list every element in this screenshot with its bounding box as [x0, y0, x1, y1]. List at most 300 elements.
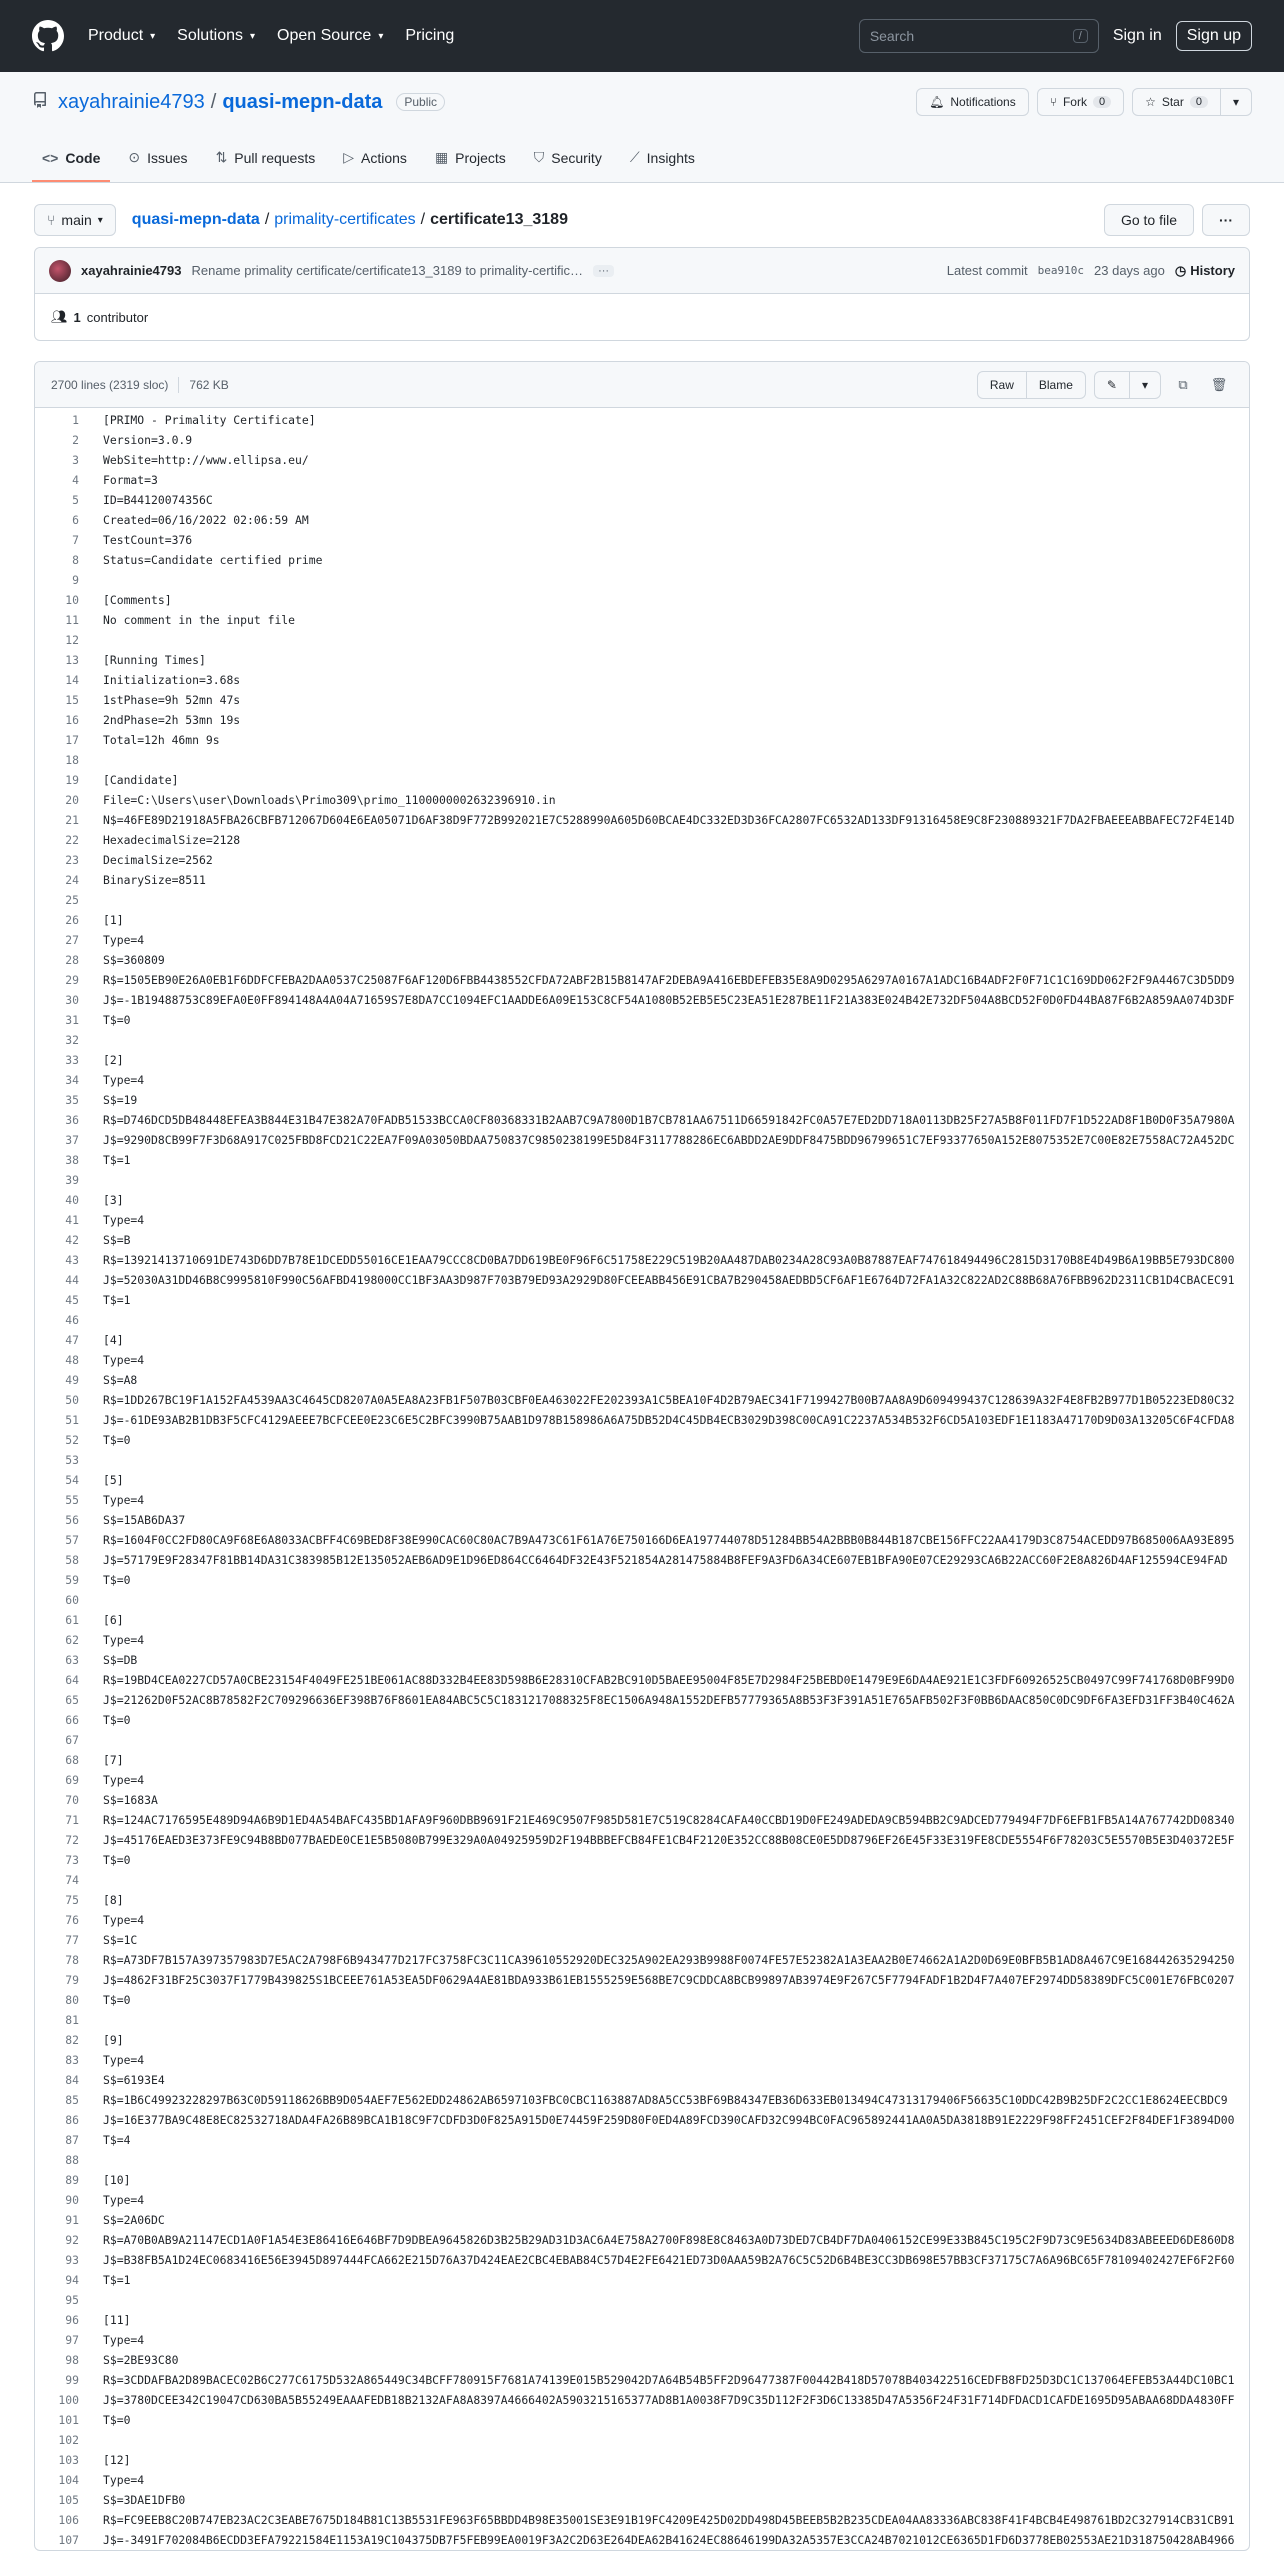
- line-text: J$=-3491F702084B6ECDD3EFA79221584E1153A19C104375DB7F5FEB99EA0019F3A2C2D63E264DEA62B41624EC88646199DA32A5357E3CCA24B7021012CE6365D1FD6D3778EB02553AE21D318750428AB4966: [103, 2533, 1235, 2547]
- line-text: J$=-1B19488753C89EFA0E0FF894148A4A04A71659S7E8DA7CC1094EFC1AADDE6A09E153C8CF54A1080B52EB5E5C23EA51E287BE11F21A383E024B42E732DF504A8BCD52F0D0FD44BA87F6B2A859AA074D3DF: [103, 993, 1235, 1007]
- code-line: [35, 650, 1249, 670]
- line-number[interactable]: 42: [65, 1233, 79, 1247]
- repo-header: [0, 72, 1284, 183]
- line-text: S$=B: [103, 1233, 131, 1247]
- breadcrumb-repo-link[interactable]: quasi-mepn-data: [131, 211, 260, 228]
- code-line: [35, 1590, 1249, 1610]
- nav-open-source[interactable]: [277, 27, 383, 45]
- code-line: [35, 2050, 1249, 2070]
- code-line: [35, 2130, 1249, 2150]
- line-text: R$=13921413710691DE743D6DD7B78E1DCEDD55016CE1EAA79CCC8CD0BA7DD619BE0F96F6C51758E229C519B20AA487DAB0234A28C93A0B87887EAF747618494496C2815D3170B8E4D49B6A19BB5E793DC800: [103, 1253, 1235, 1267]
- line-text: [12]: [103, 2453, 131, 2467]
- line-number[interactable]: 63: [65, 1653, 79, 1667]
- line-number[interactable]: 30: [65, 993, 79, 1007]
- line-text: J$=57179E9F28347F81BB14DA31C383985B12E135052AEB6AD9E1D96ED864CC6464DF32E43F521854A281475884B8FEF9A3FD6A34CE607EB1BFA90E07CE29293CA6B22ACC60F2E8A826D4AF125594CE94FAD: [103, 1553, 1228, 1567]
- line-text: T$=1: [103, 1153, 131, 1167]
- line-number[interactable]: 35: [65, 1093, 79, 1107]
- line-text: 1stPhase=9h 52mn 47s: [103, 693, 241, 707]
- code-line: [35, 1450, 1249, 1470]
- line-number[interactable]: 99: [65, 2373, 79, 2387]
- code-line: [35, 1150, 1249, 1170]
- line-number[interactable]: 48: [65, 1353, 79, 1367]
- line-number[interactable]: 22: [65, 833, 79, 847]
- line-number[interactable]: 84: [65, 2073, 79, 2087]
- code-line: [35, 1630, 1249, 1650]
- code-line: [35, 670, 1249, 690]
- line-text: Type=4: [103, 1073, 145, 1087]
- nav-product[interactable]: [88, 27, 155, 45]
- line-number[interactable]: 33: [65, 1053, 79, 1067]
- commit-info-box: [34, 247, 1250, 341]
- line-number[interactable]: 2: [72, 433, 79, 447]
- line-number[interactable]: 92: [65, 2233, 79, 2247]
- line-text: [8]: [103, 1893, 124, 1907]
- line-number[interactable]: 16: [65, 713, 79, 727]
- line-text: S$=1C: [103, 1933, 138, 1947]
- line-number[interactable]: 70: [65, 1793, 79, 1807]
- code-line: [35, 490, 1249, 510]
- line-number[interactable]: 14: [65, 673, 79, 687]
- code-line: [35, 1670, 1249, 1690]
- line-text: R$=124AC7176595E489D94A6B9D1ED4A54BAFC435BD1AFA9F960DBB9691F21E469C9507F985D581E7C519C8284CAFA40CCBD19D0FE249ADEDA9CB594BB2C9ADCED779494F7DF6EFB1FB5A14A767742DD08340: [103, 1813, 1235, 1827]
- line-number[interactable]: 73: [65, 1853, 79, 1867]
- line-number[interactable]: 91: [65, 2213, 79, 2227]
- breadcrumb-separator: /: [264, 211, 270, 228]
- tab-pull-requests[interactable]: [206, 149, 326, 182]
- line-text: J$=9290D8CB99F7F3D68A917C025FBD8FCD21C22EA7F09A03050BDAA750837C9850238199E5D84F3117788286EC6ABDD2AE9DDF8475BDD96799651C7EF93377650A152E8075352E7C00E82E7558AC72A452DC: [103, 1133, 1235, 1147]
- fork-button[interactable]: [1037, 88, 1124, 116]
- history-button[interactable]: [1175, 263, 1235, 279]
- line-number[interactable]: 17: [65, 733, 79, 747]
- line-number[interactable]: 90: [65, 2193, 79, 2207]
- line-text: Created=06/16/2022 02:06:59 AM: [103, 513, 309, 527]
- line-number[interactable]: 19: [65, 773, 79, 787]
- commit-message-link[interactable]: Rename primality certificate/certificate13_3189 to primality-certific…: [191, 263, 584, 278]
- line-text: HexadecimalSize=2128: [103, 833, 241, 847]
- line-number[interactable]: 101: [58, 2413, 79, 2427]
- line-number[interactable]: 49: [65, 1373, 79, 1387]
- line-number[interactable]: 95: [65, 2293, 79, 2307]
- line-number[interactable]: 98: [65, 2353, 79, 2367]
- code-line: [35, 2270, 1249, 2290]
- code-line: [35, 2150, 1249, 2170]
- line-number[interactable]: 103: [58, 2453, 79, 2467]
- line-number[interactable]: 72: [65, 1833, 79, 1847]
- line-number[interactable]: 75: [65, 1893, 79, 1907]
- code-line: [35, 830, 1249, 850]
- code-line: [35, 2330, 1249, 2350]
- line-number[interactable]: 106: [58, 2513, 79, 2527]
- code-line: [35, 1910, 1249, 1930]
- copy-button[interactable]: [1169, 371, 1197, 399]
- code-line: [35, 2390, 1249, 2410]
- code-line: [35, 430, 1249, 450]
- blame-button[interactable]: Blame: [1027, 371, 1086, 399]
- line-number[interactable]: 27: [65, 933, 79, 947]
- contributors-row[interactable]: [35, 294, 1249, 340]
- line-number[interactable]: 64: [65, 1673, 79, 1687]
- code-line: [35, 1410, 1249, 1430]
- line-text: [2]: [103, 1053, 124, 1067]
- line-text: [95, 1170, 103, 1190]
- line-number[interactable]: 94: [65, 2273, 79, 2287]
- line-number[interactable]: 69: [65, 1773, 79, 1787]
- line-number[interactable]: 58: [65, 1553, 79, 1567]
- line-number[interactable]: 9: [72, 573, 79, 587]
- line-text: R$=19BD4CEA0227CD57A0CBE23154F4049FE251BE061AC88D332B4EE83D598B6E28310CFAB2BC910D5BAEE95004F85E7D2984F25BEBD0E1479E9E6DA4AE921E1C3FDF60926525CB0497C99F741768D0BF99D0: [103, 1673, 1235, 1687]
- line-number[interactable]: 4: [72, 473, 79, 487]
- line-number[interactable]: 86: [65, 2113, 79, 2127]
- line-number[interactable]: 10: [65, 593, 79, 607]
- line-text: [95, 1030, 103, 1050]
- breadcrumb: [132, 211, 568, 229]
- code-icon: <>: [42, 150, 59, 166]
- line-text: J$=4862F31BF25C3037F1779B439825S1BCEEE761A53EA5DF0629A4AE81BDA933B61EB1555259E568BE7C9CDDCA8BCB99897AB3974E9F267C5F7794FADF1B2D4F7A407EF2974DD58389DFC5C001E76FBC0207: [103, 1973, 1235, 1987]
- tab-projects[interactable]: [425, 149, 516, 182]
- line-number[interactable]: 34: [65, 1073, 79, 1087]
- line-number[interactable]: 57: [65, 1533, 79, 1547]
- line-text: [95, 1450, 103, 1470]
- chevron-down-icon: ▾: [378, 30, 384, 42]
- line-number[interactable]: 87: [65, 2133, 79, 2147]
- code-line: [35, 690, 1249, 710]
- line-text: S$=360809: [103, 953, 165, 967]
- line-text: J$=B38FB5A1D24EC0683416E56E3945D897444FCA662E215D76A37D424EAE2CBC4EBAB84C57D4E2FE6421ED73D0AAA59B2A76C5C52D6B4BE3CC3DB698E57BB3CF37175C7A6A96BC65F78109402427EF6F2F60: [103, 2253, 1235, 2267]
- line-text: T$=1: [103, 2273, 131, 2287]
- line-text: [1]: [103, 913, 124, 927]
- tab-security[interactable]: [524, 149, 612, 182]
- code-line: [35, 1290, 1249, 1310]
- line-number[interactable]: 97: [65, 2333, 79, 2347]
- edit-dropdown-button[interactable]: [1130, 371, 1161, 399]
- line-text: T$=0: [103, 1433, 131, 1447]
- line-text: T$=0: [103, 1993, 131, 2007]
- line-text: ID=B44120074356C: [103, 493, 213, 507]
- repo-name-link[interactable]: quasi-mepn-data: [222, 90, 383, 113]
- line-number[interactable]: 83: [65, 2053, 79, 2067]
- line-number[interactable]: 56: [65, 1513, 79, 1527]
- line-number[interactable]: 60: [65, 1593, 79, 1607]
- line-number[interactable]: 66: [65, 1713, 79, 1727]
- line-text: R$=FC9EEB8C20B747EB23AC2C3EABE7675D184B81C13B5531FE963F65BBDD4B98E35001SE3E91B19FC4209E425D02DD498D45BEEB5B2B235CDEA04AA83336ABC838F41F4BCB4E498761BD2C327914CB31CB91: [103, 2513, 1235, 2527]
- line-number[interactable]: 38: [65, 1153, 79, 1167]
- line-text: No comment in the input file: [103, 613, 296, 627]
- expand-commit-button[interactable]: ···: [593, 265, 614, 277]
- line-number[interactable]: 3: [72, 453, 79, 467]
- chevron-down-icon: ▾: [150, 30, 156, 42]
- line-number[interactable]: 52: [65, 1433, 79, 1447]
- tab-projects-label: Projects: [455, 149, 506, 166]
- code-line: [35, 1890, 1249, 1910]
- nav-solutions[interactable]: [177, 27, 255, 45]
- star-button[interactable]: [1132, 88, 1221, 116]
- history-label: History: [1190, 263, 1235, 278]
- line-number[interactable]: 85: [65, 2093, 79, 2107]
- line-text: J$=52030A31DD46B8C9995810F990C56AFBD4198000CC1BF3AA3D987F703B79ED93A2929D80FCEEABB456E91CBA7B290458AEDBD5CF6AF1E6764D72FA1A32C822AD2C88B68A76FBB962D2311CB1D4CBACEC91: [103, 1273, 1235, 1287]
- line-number[interactable]: 79: [65, 1973, 79, 1987]
- code-line: [35, 2290, 1249, 2310]
- line-number[interactable]: 13: [65, 653, 79, 667]
- avatar[interactable]: [49, 260, 71, 282]
- line-number[interactable]: 76: [65, 1913, 79, 1927]
- line-number[interactable]: 28: [65, 953, 79, 967]
- graph-icon: ⟋: [629, 149, 640, 165]
- line-text: [Comments]: [103, 593, 172, 607]
- line-text: T$=0: [103, 1573, 131, 1587]
- line-number[interactable]: 6: [72, 513, 79, 527]
- line-number[interactable]: 50: [65, 1393, 79, 1407]
- code-line: [35, 1310, 1249, 1330]
- star-dropdown-button[interactable]: [1221, 88, 1252, 116]
- line-number[interactable]: 67: [65, 1733, 79, 1747]
- line-text: [95, 630, 103, 650]
- code-line: [35, 2090, 1249, 2110]
- line-number[interactable]: 31: [65, 1013, 79, 1027]
- tab-code-label: Code: [65, 150, 101, 166]
- code-line: [35, 790, 1249, 810]
- breadcrumb-dir-link[interactable]: primality-certificates: [274, 211, 416, 228]
- line-number[interactable]: 12: [65, 633, 79, 647]
- line-text: File=C:\Users\user\Downloads\Primo309\primo_1100000002632396910.in: [103, 793, 556, 807]
- line-number[interactable]: 104: [58, 2473, 79, 2487]
- line-number[interactable]: 88: [65, 2153, 79, 2167]
- code-line: [35, 1250, 1249, 1270]
- line-text: T$=0: [103, 1713, 131, 1727]
- shield-icon: ⛉: [533, 149, 545, 165]
- code-line: [35, 770, 1249, 790]
- code-line: [35, 1050, 1249, 1070]
- line-text: R$=1B6C49923228297B63C0D59118626BB9D054AEF7E562EDD24862AB6597103FBC0CBC1163887AD8A5CC53BF69B84347EB36D633EB013494C47313179406F56635C10DDC42B9B25DF2C2CC1E8624EECBDC9: [103, 2093, 1228, 2107]
- line-number[interactable]: 77: [65, 1933, 79, 1947]
- code-line: [35, 710, 1249, 730]
- code-line: [35, 950, 1249, 970]
- line-number[interactable]: 80: [65, 1993, 79, 2007]
- code-line: [35, 2010, 1249, 2030]
- line-number[interactable]: 44: [65, 1273, 79, 1287]
- line-text: Type=4: [103, 1913, 145, 1927]
- line-text: Version=3.0.9: [103, 433, 193, 447]
- line-text: Type=4: [103, 2333, 145, 2347]
- line-number[interactable]: 24: [65, 873, 79, 887]
- line-text: [9]: [103, 2033, 124, 2047]
- code-line: [35, 2230, 1249, 2250]
- code-line: [35, 410, 1249, 430]
- sign-in-link[interactable]: Sign in: [1112, 27, 1162, 44]
- fork-count: 0: [1093, 96, 1111, 108]
- code-line: [35, 730, 1249, 750]
- file-lines-info: 2700 lines (2319 sloc): [51, 377, 169, 392]
- line-number[interactable]: 43: [65, 1253, 79, 1267]
- line-number[interactable]: 81: [65, 2013, 79, 2027]
- code-line: [35, 2410, 1249, 2430]
- line-number[interactable]: 32: [65, 1033, 79, 1047]
- line-text: [6]: [103, 1613, 124, 1627]
- code-line: [35, 2530, 1249, 2550]
- code-line: [35, 630, 1249, 650]
- code-line: [35, 1610, 1249, 1630]
- chevron-down-icon: ▾: [97, 214, 103, 226]
- line-number[interactable]: 20: [65, 793, 79, 807]
- line-text: Type=4: [103, 1773, 145, 1787]
- tab-actions[interactable]: [333, 149, 417, 182]
- latest-commit-label: Latest commit: [946, 263, 1028, 278]
- line-number[interactable]: 40: [65, 1193, 79, 1207]
- line-text: Status=Candidate certified prime: [103, 553, 323, 567]
- line-number[interactable]: 55: [65, 1493, 79, 1507]
- line-text: [4]: [103, 1333, 124, 1347]
- code-line: [35, 1730, 1249, 1750]
- tab-issues[interactable]: [118, 149, 197, 182]
- tab-insights[interactable]: [620, 149, 705, 182]
- line-number[interactable]: 74: [65, 1873, 79, 1887]
- branch-name: main: [61, 212, 92, 228]
- line-number[interactable]: 29: [65, 973, 79, 987]
- line-number[interactable]: 15: [65, 693, 79, 707]
- go-to-file-button[interactable]: Go to file: [1104, 204, 1194, 236]
- line-number[interactable]: 102: [58, 2433, 79, 2447]
- nav-solutions-label: Solutions: [177, 27, 243, 44]
- line-number[interactable]: 45: [65, 1293, 79, 1307]
- bell-icon: 🔔︎: [929, 95, 945, 109]
- raw-button[interactable]: Raw: [977, 371, 1027, 399]
- star-icon: ☆: [1145, 95, 1156, 109]
- line-number[interactable]: 53: [65, 1453, 79, 1467]
- line-text: Type=4: [103, 1213, 145, 1227]
- delete-button[interactable]: [1205, 371, 1233, 399]
- code-line: [35, 1830, 1249, 1850]
- line-text: [95, 2290, 103, 2310]
- file-size: 762 KB: [189, 377, 229, 392]
- fork-label: Fork: [1062, 95, 1087, 109]
- nav-product-label: Product: [88, 27, 144, 44]
- chevron-down-icon: ▾: [1232, 95, 1239, 109]
- code-line: [35, 930, 1249, 950]
- tab-code[interactable]: [32, 150, 110, 182]
- line-number[interactable]: 26: [65, 913, 79, 927]
- code-line: [35, 750, 1249, 770]
- nav-pricing[interactable]: [405, 27, 454, 45]
- line-text: [95, 2010, 103, 2030]
- line-text: [3]: [103, 1193, 124, 1207]
- code-line: [35, 1790, 1249, 1810]
- contributors-label: contributor: [86, 309, 149, 325]
- line-number[interactable]: 59: [65, 1573, 79, 1587]
- sign-up-button[interactable]: Sign up: [1176, 21, 1252, 51]
- line-text: [5]: [103, 1473, 124, 1487]
- branch-icon: ⑂: [47, 212, 56, 228]
- line-text: [95, 1730, 103, 1750]
- line-number[interactable]: 7: [72, 533, 79, 547]
- line-number[interactable]: 82: [65, 2033, 79, 2047]
- breadcrumb-current-file: certificate13_3189: [430, 211, 568, 228]
- line-number[interactable]: 39: [65, 1173, 79, 1187]
- line-text: S$=15AB6DA37: [103, 1513, 186, 1527]
- line-number[interactable]: 78: [65, 1953, 79, 1967]
- line-number[interactable]: 71: [65, 1813, 79, 1827]
- line-number[interactable]: 89: [65, 2173, 79, 2187]
- code-line: [35, 2310, 1249, 2330]
- line-number[interactable]: 25: [65, 893, 79, 907]
- line-number[interactable]: 62: [65, 1633, 79, 1647]
- line-text: [95, 2430, 103, 2450]
- edit-button[interactable]: [1094, 371, 1130, 399]
- code-line: [35, 1570, 1249, 1590]
- line-number[interactable]: 23: [65, 853, 79, 867]
- pencil-icon: ✎: [1106, 377, 1117, 392]
- line-number[interactable]: 107: [58, 2533, 79, 2547]
- line-text: T$=4: [103, 2133, 131, 2147]
- line-number[interactable]: 18: [65, 753, 79, 767]
- line-number[interactable]: 47: [65, 1333, 79, 1347]
- line-text: BinarySize=8511: [103, 873, 206, 887]
- code-line: [35, 1970, 1249, 1990]
- line-text: S$=3DAE1DFB0: [103, 2493, 186, 2507]
- code-line: [35, 1010, 1249, 1030]
- line-text: J$=3780DCEE342C19047CD630BA5B55249EAAAFEDB18B2132AFA8A8397A4666402A5903215165377AD8B1A0038F7D9C35D112F2F3D6C13385D47A5356F24F31F714DFDACD1CAFDE1695D95ABAA68DDA4830FF: [103, 2393, 1235, 2407]
- contributors-count: 1: [73, 309, 81, 325]
- line-number[interactable]: 41: [65, 1213, 79, 1227]
- line-number[interactable]: 65: [65, 1693, 79, 1707]
- github-logo-icon[interactable]: [32, 20, 64, 52]
- line-text: [95, 570, 103, 590]
- star-count: 0: [1190, 96, 1208, 108]
- line-text: Initialization=3.68s: [103, 673, 241, 687]
- line-number[interactable]: 51: [65, 1413, 79, 1427]
- issue-icon: ⊙: [128, 149, 141, 165]
- line-text: T$=1: [103, 1293, 131, 1307]
- repo-tabs: [32, 132, 1252, 182]
- code-line: [35, 1710, 1249, 1730]
- code-line: [35, 1210, 1249, 1230]
- line-number[interactable]: 11: [65, 613, 79, 627]
- branch-selector[interactable]: [34, 204, 116, 236]
- line-number[interactable]: 96: [65, 2313, 79, 2327]
- line-number[interactable]: 36: [65, 1113, 79, 1127]
- code-line: [35, 1770, 1249, 1790]
- line-number[interactable]: 8: [72, 553, 79, 567]
- tab-actions-label: Actions: [361, 149, 407, 166]
- line-number[interactable]: 21: [65, 813, 79, 827]
- code-line: [35, 1750, 1249, 1770]
- notifications-button[interactable]: [916, 88, 1029, 116]
- notifications-label: Notifications: [950, 95, 1016, 109]
- commit-hash-link[interactable]: bea910c: [1037, 264, 1085, 277]
- more-options-button[interactable]: ···: [1202, 204, 1250, 236]
- line-number[interactable]: 61: [65, 1613, 79, 1627]
- code-line: [35, 810, 1249, 830]
- line-number[interactable]: 1: [72, 413, 79, 427]
- code-line: [35, 1110, 1249, 1130]
- tab-issues-label: Issues: [147, 149, 188, 166]
- line-number[interactable]: 37: [65, 1133, 79, 1147]
- line-number[interactable]: 54: [65, 1473, 79, 1487]
- line-text: J$=21262D0F52AC8B78582F2C709296636EF398B76F8601EA84ABC5C5C1831217088325F8EC1506A948A1552DEFB57779365A8B53F3F391A51E765AFB502F3F0BB6DAAC850C0DC9DF6FA3EFD31FF3B40C462A: [103, 1693, 1235, 1707]
- line-number[interactable]: 68: [65, 1753, 79, 1767]
- line-number[interactable]: 46: [65, 1313, 79, 1327]
- line-text: Type=4: [103, 2193, 145, 2207]
- repo-owner-link[interactable]: xayahrainie4793: [58, 90, 205, 113]
- copy-icon: ⧉: [1178, 376, 1188, 392]
- search-input[interactable]: [859, 19, 1099, 53]
- line-number[interactable]: 100: [58, 2393, 79, 2407]
- commit-author-link[interactable]: xayahrainie4793: [81, 263, 182, 278]
- line-number[interactable]: 5: [72, 493, 79, 507]
- line-number[interactable]: 93: [65, 2253, 79, 2267]
- line-number[interactable]: 105: [58, 2493, 79, 2507]
- chevron-down-icon: ▾: [250, 30, 256, 42]
- line-text: S$=A8: [103, 1373, 138, 1387]
- line-text: [7]: [103, 1753, 124, 1767]
